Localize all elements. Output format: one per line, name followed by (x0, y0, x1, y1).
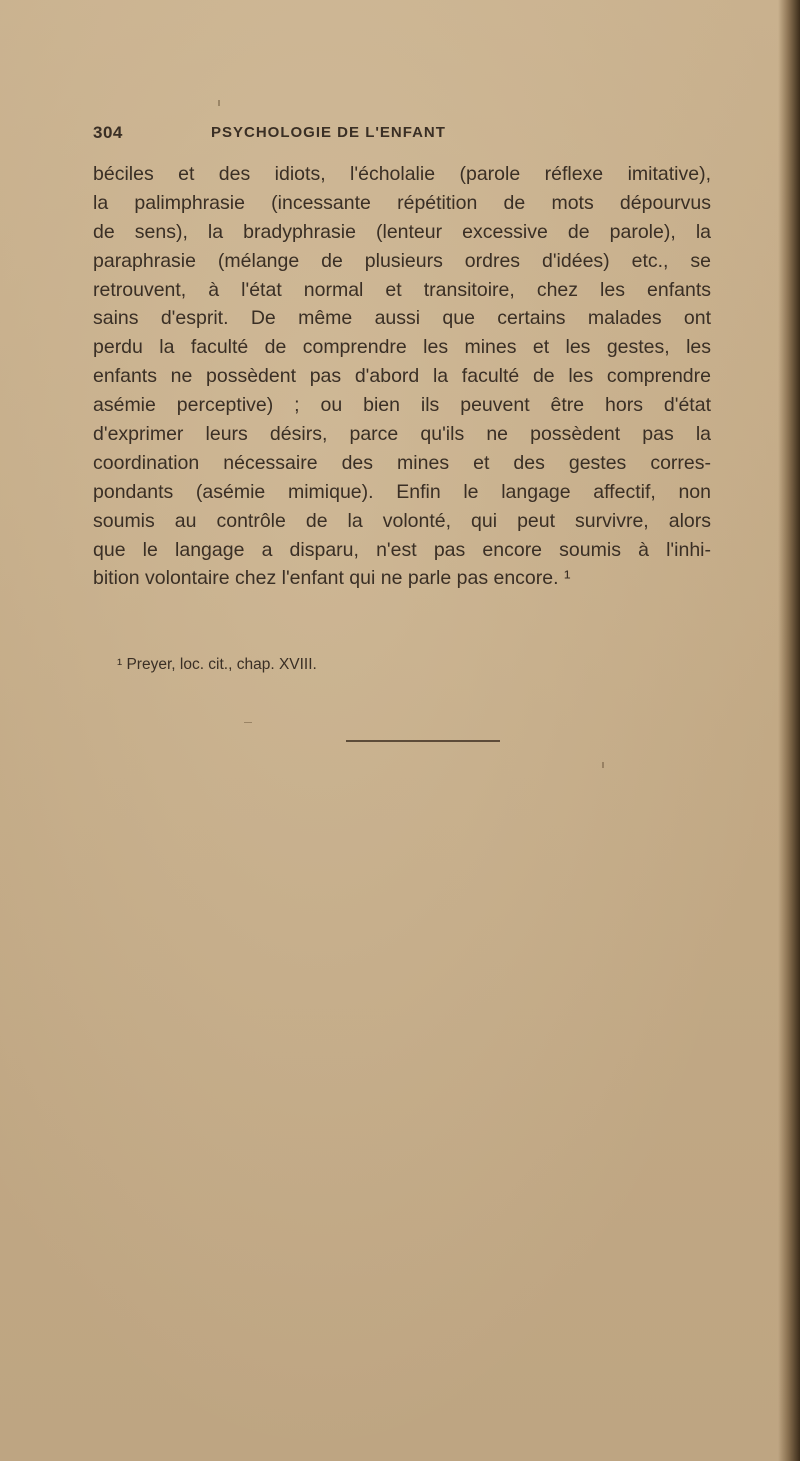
running-title: PSYCHOLOGIE DE L'ENFANT (211, 124, 446, 141)
body-paragraph (93, 160, 711, 593)
text-line: que le langage a disparu, n'est pas encore soumis à l'inhi- (93, 538, 711, 561)
text-line: bition volontaire chez l'enfant qui ne parle pas encore. ¹ (93, 567, 571, 590)
horizontal-rule (346, 740, 500, 742)
text-line: sains d'esprit. De même aussi que certains malades ont (93, 307, 711, 330)
text-line: paraphrasie (mélange de plusieurs ordres d'idées) etc., se (93, 249, 711, 272)
text-line: béciles et des idiots, l'écholalie (parole réflexe imitative), (93, 163, 711, 185)
footnote: ¹ Preyer, loc. cit., chap. XVIII. (117, 656, 317, 673)
text-line: coordination nécessaire des mines et des gestes corres- (93, 451, 711, 474)
text-line: asémie perceptive) ; ou bien ils peuvent être hors d'état (93, 394, 711, 417)
text-line: pondants (asémie mimique). Enfin le langage affectif, non (93, 480, 711, 503)
paper-speck (602, 762, 604, 768)
text-line: de sens), la bradyphrasie (lenteur excessive de parole), la (93, 220, 711, 243)
text-line: d'exprimer leurs désirs, parce qu'ils ne possèdent pas la (93, 423, 711, 446)
page-number: 304 (93, 123, 123, 142)
text-line: enfants ne possèdent pas d'abord la faculté de les comprendre (93, 365, 711, 388)
paper-speck (218, 100, 220, 106)
text-line: la palimphrasie (incessante répétition de mots dépourvus (93, 191, 711, 214)
page-header (93, 123, 711, 151)
text-line: perdu la faculté de comprendre les mines et les gestes, les (93, 336, 711, 359)
page-edge-shadow (778, 0, 800, 1461)
paper-speck (244, 722, 252, 723)
text-line: retrouvent, à l'état normal et transitoire, chez les enfants (93, 278, 711, 301)
text-line: soumis au contrôle de la volonté, qui peut survivre, alors (93, 509, 711, 532)
